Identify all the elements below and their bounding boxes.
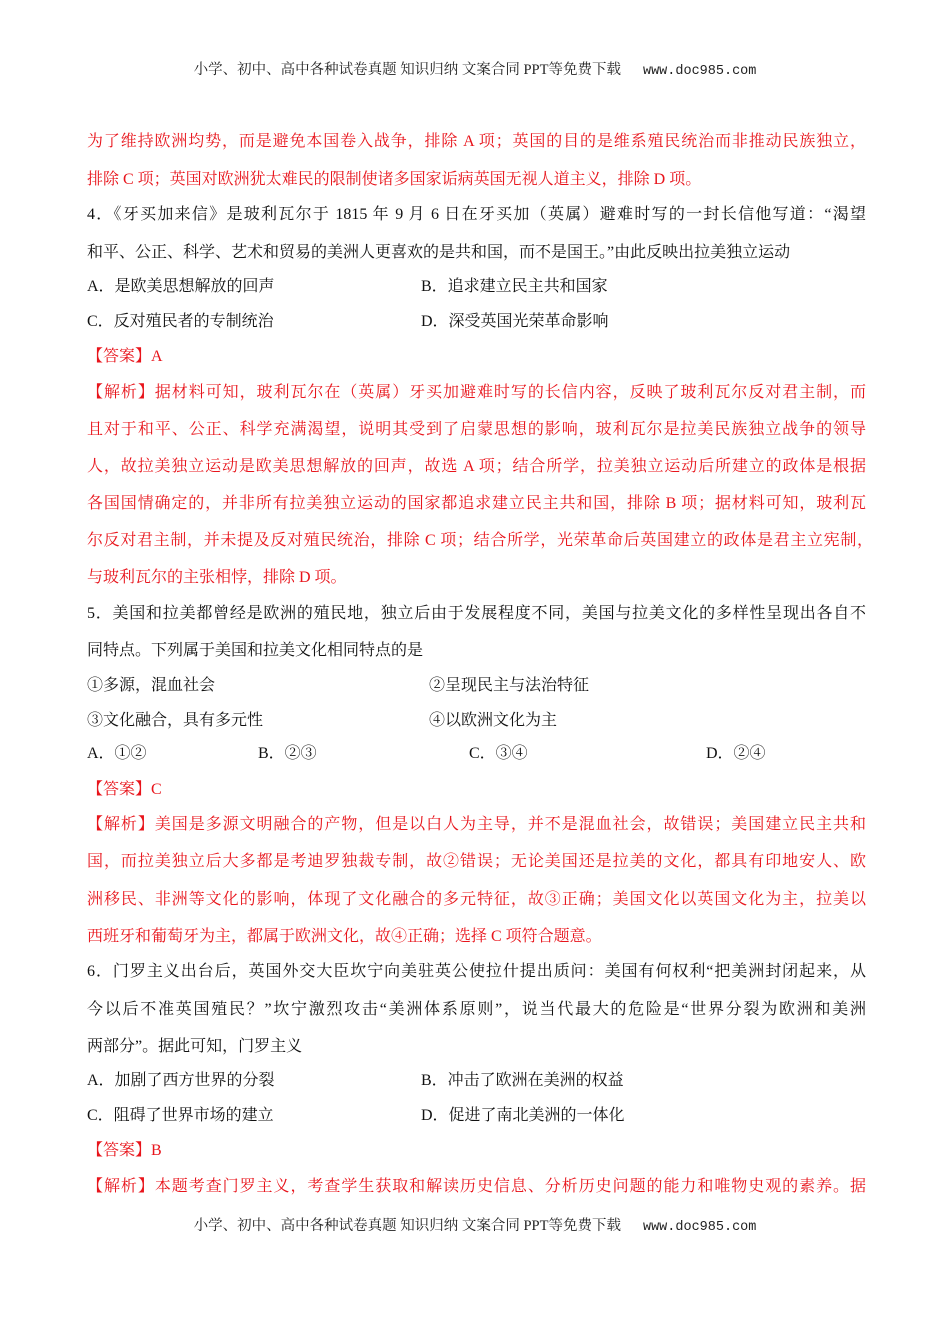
question-6-stem: 6．门罗主义出台后，英国外交大臣坎宁向美驻英公使拉什提出质问：美国有何权利“把美洲封闭起来，从 [87, 963, 866, 980]
answer-label: 【答案】 [87, 1142, 152, 1159]
option-c: C．阻碍了世界市场的建立 [87, 1107, 274, 1124]
question-5-stem: 5．美国和拉美都曾经是欧洲的殖民地，独立后由于发展程度不同，美国与拉美文化的多样性呈现出各自不 [87, 605, 866, 622]
question-4-stem: 和平、公正、科学、艺术和贸易的美洲人更喜欢的是共和国，而不是国王。”由此反映出拉美独立运动 [87, 244, 791, 261]
analysis-line: 尔反对君主制，并未提及反对殖民统治，排除 C 项；结合所学，光荣革命后英国建立的政体是君主立宪制， [87, 532, 873, 549]
option-a: A．①② [87, 745, 147, 762]
analysis-line: 国，而拉美独立后大多都是考迪罗独裁专制，故②错误；无论美国还是拉美的文化，都具有印地安人、欧 [87, 853, 866, 870]
analysis-text: 据材料可知，玻利瓦尔在（英属）牙买加避难时写的长信内容，反映了玻利瓦尔反对君主制，而 [154, 384, 866, 401]
answer-line [87, 1140, 866, 1162]
answer-value: B [151, 1142, 162, 1159]
analysis-line: 各国国情确定的，并非所有拉美独立运动的国家都追求建立民主共和国，排除 B 项；据材料可知，玻利瓦 [87, 495, 866, 512]
analysis-line [87, 814, 866, 836]
answer-label: 【答案】 [87, 348, 152, 365]
question-6-stem: 今以后不准英国殖民？”坎宁激烈攻击“美洲体系原则”，说当代最大的危险是“世界分裂为欧洲和美洲 [87, 1001, 866, 1018]
option-d: D．深受英国光荣革命影响 [421, 313, 609, 330]
footer-text: 小学、初中、高中各种试卷真题 知识归纳 文案合同 PPT等免费下载 [193, 1218, 621, 1234]
analysis-line: 与玻利瓦尔的主张相悖，排除 D 项。 [87, 569, 347, 586]
answer-line [87, 779, 866, 801]
analysis-line: 且对于和平、公正、科学充满渴望，说明其受到了启蒙思想的影响，玻利瓦尔是拉美民族独立战争的领导 [87, 421, 866, 438]
analysis-text: 美国是多源文明融合的产物，但是以白人为主导，并不是混血社会，故错误；美国建立民主共和 [154, 816, 866, 833]
answer-line [87, 346, 866, 368]
option-d: D．②④ [706, 745, 766, 762]
page-header [0, 58, 950, 79]
option-d: D．促进了南北美洲的一体化 [421, 1107, 625, 1124]
option-b: B．追求建立民主共和国家 [421, 278, 608, 295]
header-url[interactable]: www.doc985.com [642, 64, 757, 79]
analysis-line: 为了维持欧洲均势，而是避免本国卷入战争，排除 A 项；英国的目的是维系殖民统治而非推动民族独立， [87, 133, 866, 150]
question-4-stem: 4．《牙买加来信》是玻利瓦尔于 1815 年 9 月 6 日在牙买加（英属）避难时写的一封长信他写道：“渴望 [87, 206, 866, 223]
option-b: B．冲击了欧洲在美洲的权益 [421, 1072, 624, 1089]
analysis-label: 【解析】 [87, 1178, 155, 1195]
question-6-stem: 两部分”。据此可知，门罗主义 [87, 1038, 303, 1055]
option-a: A．是欧美思想解放的回声 [87, 278, 275, 295]
analysis-label: 【解析】 [87, 816, 155, 833]
analysis-text: 本题考查门罗主义，考查学生获取和解读历史信息、分析历史问题的能力和唯物史观的素养。据 [154, 1178, 866, 1195]
statement-3: ③文化融合，具有多元性 [87, 712, 264, 729]
answer-label: 【答案】 [87, 781, 152, 798]
option-c: C．③④ [469, 745, 528, 762]
analysis-line: 西班牙和葡萄牙为主，都属于欧洲文化，故④正确；选择 C 项符合题意。 [87, 928, 602, 945]
statement-4: ④以欧洲文化为主 [429, 712, 558, 729]
analysis-line: 人，故拉美独立运动是欧美思想解放的回声，故选 A 项；结合所学，拉美独立运动后所建立的政体是根据 [87, 458, 866, 475]
page-footer [0, 1214, 950, 1235]
footer-url[interactable]: www.doc985.com [642, 1220, 757, 1235]
statement-1: ①多源，混血社会 [87, 677, 216, 694]
option-a: A．加剧了西方世界的分裂 [87, 1072, 275, 1089]
answer-value: C [151, 781, 162, 798]
option-b: B．②③ [258, 745, 317, 762]
analysis-line [87, 382, 866, 404]
analysis-label: 【解析】 [87, 384, 155, 401]
header-text: 小学、初中、高中各种试卷真题 知识归纳 文案合同 PPT等免费下载 [193, 62, 621, 78]
answer-value: A [151, 348, 163, 365]
analysis-line [87, 1176, 866, 1198]
analysis-line: 洲移民、非洲等文化的影响，体现了文化融合的多元特征，故③正确；美国文化以英国文化为主，拉美以 [87, 891, 866, 908]
analysis-line: 排除 C 项；英国对欧洲犹太难民的限制使诸多国家诟病英国无视人道主义，排除 D 项。 [87, 171, 702, 188]
statement-2: ②呈现民主与法治特征 [429, 677, 590, 694]
option-c: C．反对殖民者的专制统治 [87, 313, 274, 330]
question-5-stem: 同特点。下列属于美国和拉美文化相同特点的是 [87, 642, 424, 659]
